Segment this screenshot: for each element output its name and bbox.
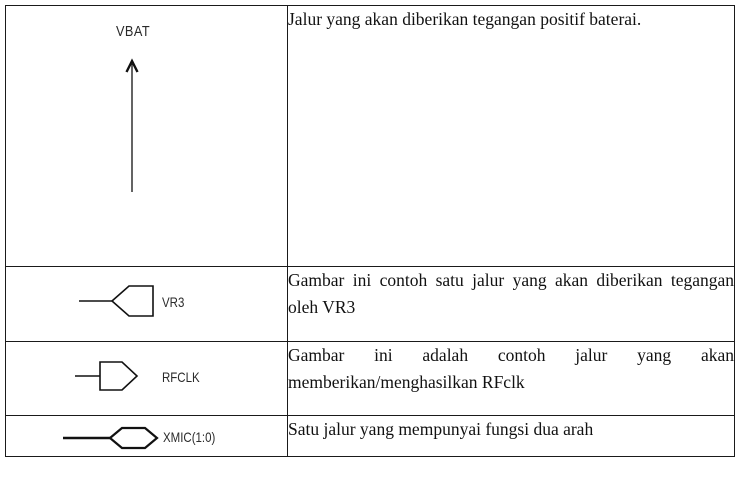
symbol-cell <box>6 416 288 457</box>
xmic-description: Satu jalur yang mempunyai fungsi dua arah <box>288 419 594 439</box>
table-row <box>6 342 735 416</box>
arrow-up-icon <box>6 6 287 267</box>
description-cell <box>288 416 735 457</box>
table-row <box>6 267 735 342</box>
table-row <box>6 416 735 457</box>
vbat-description: Jalur yang akan diberikan tegangan positif baterai. <box>288 9 642 29</box>
rfclk-label: RFCLK <box>162 369 200 385</box>
description-cell <box>288 267 735 342</box>
input-port-icon <box>6 267 287 342</box>
vr3-description: Gambar ini contoh satu jalur yang akan diberikan tegangan oleh VR3 <box>288 270 734 317</box>
xmic-label: XMIC(1:0) <box>163 429 216 445</box>
symbol-table <box>5 5 735 457</box>
symbol-cell <box>6 342 288 416</box>
vr3-label: VR3 <box>162 294 185 310</box>
symbol-cell <box>6 267 288 342</box>
bidirectional-port-icon <box>6 416 287 457</box>
description-cell <box>288 342 735 416</box>
description-cell <box>288 6 735 267</box>
output-port-icon <box>6 342 287 416</box>
rfclk-description: Gambar ini adalah contoh jalur yang akan memberikan/menghasilkan RFclk <box>288 345 734 392</box>
vbat-label: VBAT <box>116 23 151 40</box>
table-row <box>6 6 735 267</box>
symbol-cell <box>6 6 288 267</box>
